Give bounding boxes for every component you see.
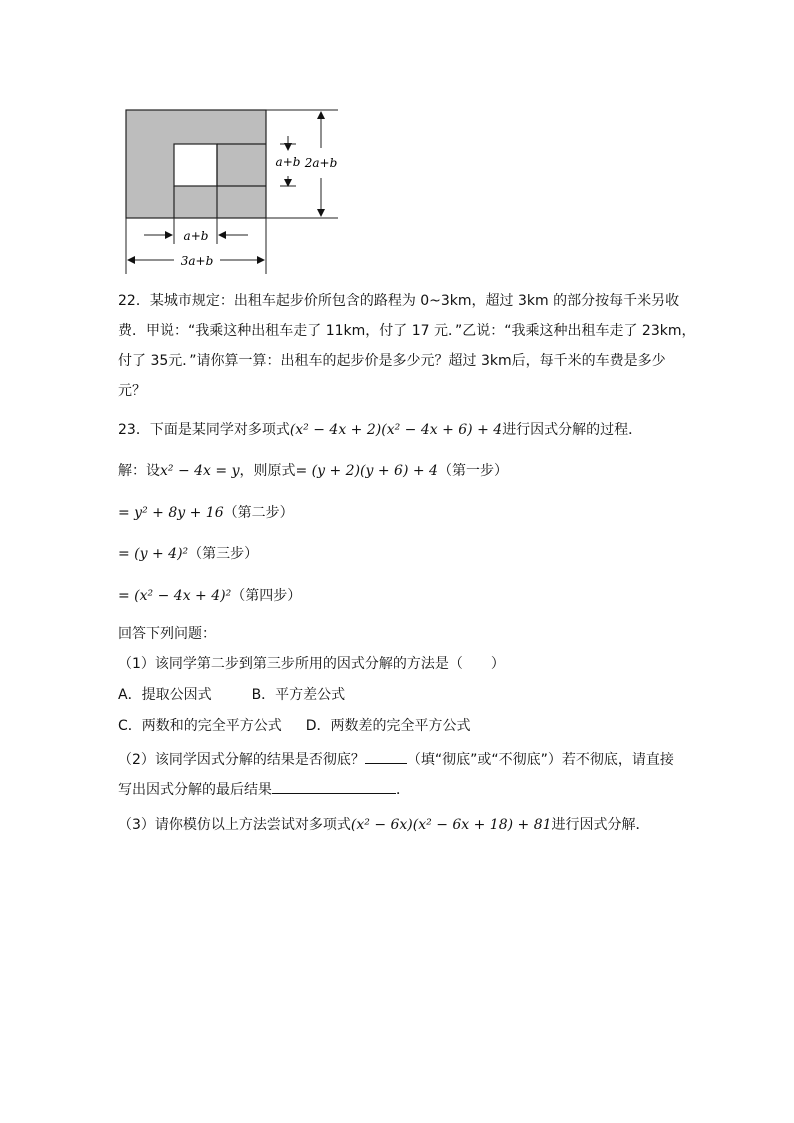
answer-blank-complete[interactable] — [365, 747, 407, 764]
q23-intro-prefix: 23．下面是某同学对多项式 — [118, 422, 290, 438]
outer-height-label: 2a+b — [304, 156, 338, 170]
option-d: D．两数差的完全平方公式 — [305, 718, 471, 734]
q23-solution-step-4 — [118, 586, 301, 606]
sol-substitution: x² − 4x = y — [160, 463, 240, 479]
sub-question-3 — [118, 815, 650, 835]
inner-width-label: a+b — [183, 229, 209, 243]
sub-question-2-line-2 — [118, 777, 410, 800]
sol-expr: = (y + 2)(y + 6) + 4 — [295, 463, 438, 479]
step-4-expr: = (x² − 4x + 4)² — [118, 588, 232, 604]
options-row-ab — [118, 685, 345, 705]
options-row-cd — [118, 716, 471, 736]
q23-intro — [118, 420, 642, 440]
answer-prompt: 回答下列问题： — [118, 626, 216, 642]
q22-line-2: 费．甲说：“我乘这种出租车走了 11km，付了 17 元．”乙说：“我乘这种出租车走了 23km， — [118, 323, 696, 339]
sub2-end: ． — [396, 782, 410, 798]
sub2-text-c: 写出因式分解的最后结果 — [118, 782, 272, 798]
q22-line-3: 付了 35元．”请你算一算：出租车的起步价是多少元？超过 3km后，每千米的车费是多少 — [118, 353, 666, 369]
sol-mid: ，则原式 — [239, 463, 296, 479]
q22-line-4: 元？ — [118, 383, 146, 399]
outer-width-label: 3a+b — [180, 254, 214, 268]
sub2-text-b: （填“彻底”或“不彻底”）若不彻底，请直接 — [406, 752, 674, 768]
inner-height-label: a+b — [275, 155, 301, 169]
step-3-label: （第三步） — [188, 546, 259, 562]
q23-intro-expr: (x² − 4x + 2)(x² − 4x + 6) + 4 — [289, 422, 503, 438]
inner-square — [174, 144, 217, 186]
sub3-prefix: （3）请你模仿以上方法尝试对多项式 — [118, 817, 351, 833]
sub2-text-a: （2）该同学因式分解的结果是否彻底？ — [118, 752, 365, 768]
option-b: B．平方差公式 — [251, 687, 346, 703]
option-c: C．两数和的完全平方公式 — [118, 718, 282, 734]
sub-question-2-line-1 — [118, 747, 674, 770]
sub3-expr: (x² − 6x)(x² − 6x + 18) + 81 — [350, 817, 552, 833]
q23-solution-step-3 — [118, 544, 258, 564]
step-2-label: （第二步） — [223, 505, 294, 521]
step-4-label: （第四步） — [231, 588, 302, 604]
q23-intro-suffix: 进行因式分解的过程． — [502, 422, 643, 438]
answer-blank-result[interactable] — [272, 777, 396, 794]
q23-solution-step-1 — [118, 461, 508, 481]
sol-prefix: 解：设 — [118, 463, 160, 479]
geometry-figure — [120, 104, 342, 276]
step-3-expr: = (y + 4)² — [118, 546, 189, 562]
sub-question-1: （1）该同学第二步到第三步所用的因式分解的方法是（ ） — [118, 656, 505, 672]
q22-line-1: 22．某城市规定：出租车起步价所包含的路程为 0~3km，超过 3km 的部分按每千米另收 — [118, 293, 680, 309]
step-1-label: （第一步） — [437, 463, 508, 479]
sub3-suffix: 进行因式分解． — [551, 817, 650, 833]
option-a: A．提取公因式 — [118, 687, 212, 703]
step-2-expr: = y² + 8y + 16 — [118, 505, 224, 521]
q23-solution-step-2 — [118, 503, 294, 523]
